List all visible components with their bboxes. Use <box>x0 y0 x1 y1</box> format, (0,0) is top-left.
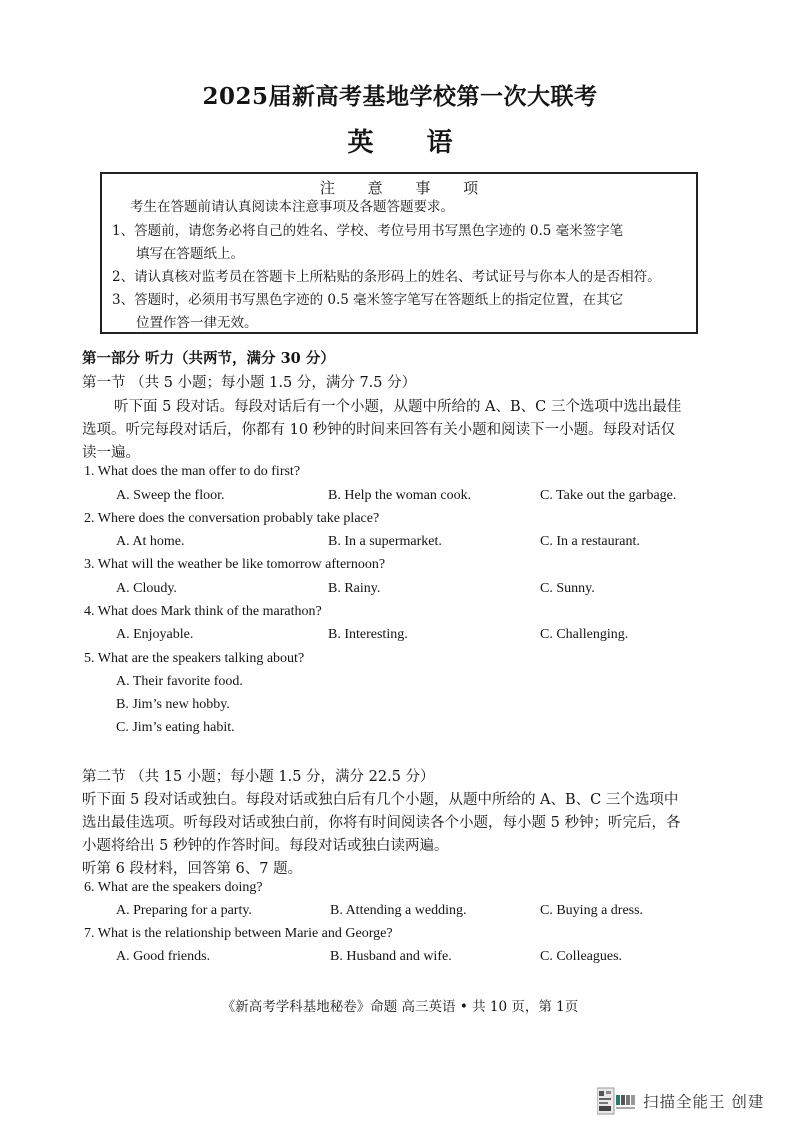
question-3: 3. What will the weather be like tomorrow afternoon? <box>84 557 386 572</box>
exam-title: 2025届新高考基地学校第一次大联考 <box>202 83 598 110</box>
q1-option-a: A. Sweep the floor. <box>116 488 225 503</box>
section2-instruction-1: 听下面 5 段对话或独白。每段对话或独白后有几个小题，从题中所给的 A、B、C 三个选项中 <box>82 792 679 808</box>
q4-option-b: B. Interesting. <box>328 627 408 642</box>
q3-option-c: C. Sunny. <box>540 581 595 596</box>
question-4: 4. What does Mark think of the marathon? <box>84 604 322 619</box>
question-1: 1. What does the man offer to do first? <box>84 464 301 479</box>
notice-item-3-cont: 位置作答一律无效。 <box>136 315 258 331</box>
q6-option-c: C. Buying a dress. <box>540 903 644 918</box>
page-footer: 《新高考学科基地秘卷》命题 高三英语 • 共 10 页，第 1页 <box>221 999 579 1015</box>
question-7: 7. What is the relationship between Marie and George? <box>84 926 393 941</box>
q7-option-a: A. Good friends. <box>116 949 211 964</box>
notice-item-1-cont: 填写在答题纸上。 <box>136 246 244 262</box>
question-2: 2. Where does the conversation probably take place? <box>84 511 380 526</box>
notice-item-1: 1、答题前，请您务必将自己的姓名、学校、考位号用书写黑色字迹的 0.5 毫米签字笔 <box>112 223 624 239</box>
q5-option-c: C. Jim’s eating habit. <box>116 720 235 735</box>
q5-option-a: A. Their favorite food. <box>116 674 243 689</box>
subject-title: 英 语 <box>347 128 475 158</box>
question-5: 5. What are the speakers talking about? <box>84 651 305 666</box>
part1-title: 第一部分 听力（共两节，满分 30 分） <box>82 350 335 367</box>
notice-heading: 注 意 事 项 <box>319 179 493 197</box>
notice-item-3: 3、答题时，必须用书写黑色字迹的 0.5 毫米签字笔写在答题纸上的指定位置，在其它 <box>112 292 624 308</box>
notice-box <box>100 172 698 334</box>
q7-option-c: C. Colleagues. <box>540 949 623 964</box>
section2-instruction-3: 小题将给出 5 秒钟的作答时间。每段对话或独白读两遍。 <box>82 838 449 854</box>
q2-option-c: C. In a restaurant. <box>540 534 640 549</box>
watermark-text: 扫描全能王 创建 <box>643 1093 765 1111</box>
q3-option-b: B. Rainy. <box>328 581 381 596</box>
material-6-note: 听第 6 段材料，回答第 6、7 题。 <box>82 861 303 877</box>
camscanner-logo-icon <box>597 1087 637 1115</box>
q1-option-b: B. Help the woman cook. <box>328 488 472 503</box>
q2-option-b: B. In a supermarket. <box>328 534 442 549</box>
section1-instruction-2: 选项。听完每段对话后，你都有 10 秒钟的时间来回答有关小题和阅读下一小题。每段对话仅 <box>82 422 676 438</box>
notice-item-2: 2、请认真核对监考员在答题卡上所粘贴的条形码上的姓名、考试证号与你本人的是否相符。 <box>112 269 661 285</box>
q5-option-b: B. Jim’s new hobby. <box>116 697 230 712</box>
question-6: 6. What are the speakers doing? <box>84 880 263 895</box>
q1-option-c: C. Take out the garbage. <box>540 488 677 503</box>
scanner-watermark <box>597 1087 764 1115</box>
section2-instruction-2: 选出最佳选项。听每段对话或独白前，你将有时间阅读各个小题，每小题 5 秒钟；听完后，各 <box>82 815 681 831</box>
q2-option-a: A. At home. <box>116 534 185 549</box>
q4-option-c: C. Challenging. <box>540 627 629 642</box>
section1-instruction-3: 读一遍。 <box>82 445 140 461</box>
notice-intro: 考生在答题前请认真阅读本注意事项及各题答题要求。 <box>130 199 454 215</box>
q3-option-a: A. Cloudy. <box>116 581 177 596</box>
section1-title: 第一节 （共 5 小题；每小题 1.5 分，满分 7.5 分） <box>82 375 417 391</box>
section1-instruction-1: 听下面 5 段对话。每段对话后有一个小题，从题中所给的 A、B、C 三个选项中选出最佳 <box>114 399 682 415</box>
section2-title: 第二节 （共 15 小题；每小题 1.5 分，满分 22.5 分） <box>82 769 435 785</box>
q7-option-b: B. Husband and wife. <box>330 949 452 964</box>
q6-option-a: A. Preparing for a party. <box>116 903 252 918</box>
q4-option-a: A. Enjoyable. <box>116 627 194 642</box>
q6-option-b: B. Attending a wedding. <box>330 903 467 918</box>
